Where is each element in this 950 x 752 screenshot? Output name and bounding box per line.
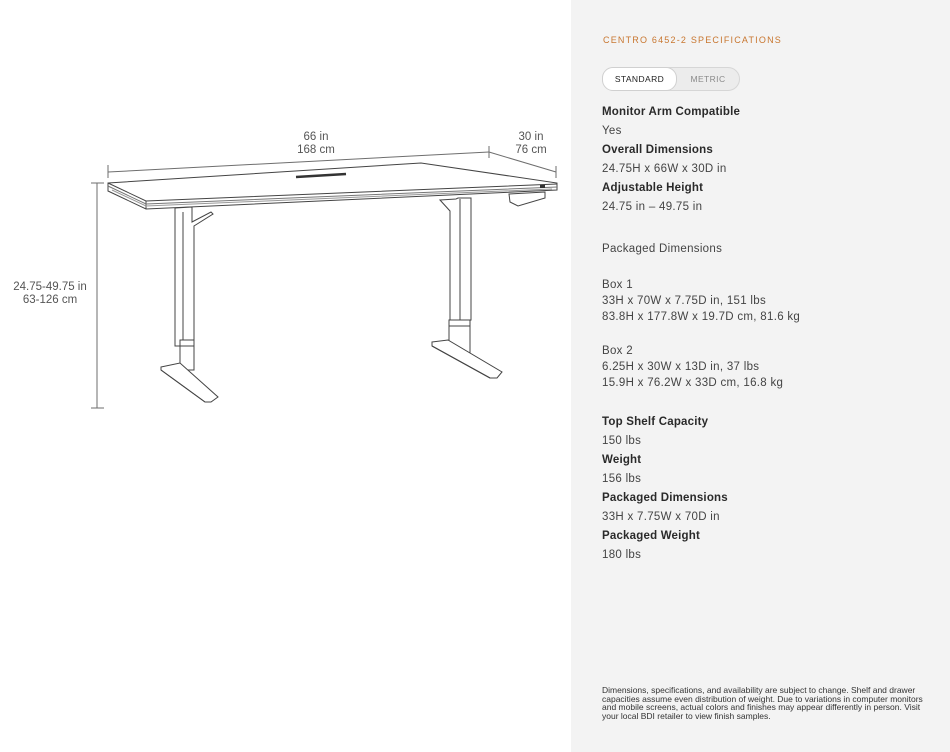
overall-dimensions-value: 24.75H x 66W x 30D in [602,163,727,175]
box-1-label: Box 1 [602,279,633,291]
box-1-imperial: 33H x 70W x 7.75D in, 151 lbs [602,295,767,307]
adjustable-height-value: 24.75 in – 49.75 in [602,201,703,213]
box-2-metric: 15.9H x 76.2W x 33D cm, 16.8 kg [602,377,784,389]
height-cm-text: 63-126 cm [22,294,78,306]
disclaimer-text: Dimensions, specifications, and availability are subject to change. Shelf and drawer capacities assume even distribution of weight. Due to variations in computer monitors and mobile screens, actual colors and finishes may appear differently in person. Visit your local BDI retailer to view finish samples. [602,685,923,722]
packaged-dimensions-label: Packaged Dimensions [602,492,728,504]
specifications-title: CENTRO 6452-2 SPECIFICATIONS [603,35,782,45]
weight-label: Weight [602,454,642,466]
adjustable-height-label: Adjustable Height [602,182,704,194]
specifications-panel [571,0,950,752]
width-in-text: 66 in [303,131,329,143]
box-2-imperial: 6.25H x 30W x 13D in, 37 lbs [602,361,760,373]
width-cm-text: 168 cm [297,144,335,156]
monitor-arm-label: Monitor Arm Compatible [602,106,741,118]
packaged-weight-label: Packaged Weight [602,530,701,542]
box-2-label: Box 2 [602,345,633,357]
overall-dimensions-label: Overall Dimensions [602,144,713,156]
weight-value: 156 lbs [602,473,642,485]
metric-units-button[interactable]: METRIC [690,74,726,84]
depth-dimension-label [506,131,556,157]
spec-list [602,104,932,566]
width-dimension-label [284,131,348,157]
depth-cm-text: 76 cm [515,144,547,156]
top-shelf-capacity-value: 150 lbs [602,435,642,447]
packaged-dimensions-value: 33H x 7.75W x 70D in [602,511,720,523]
packaged-weight-value: 180 lbs [602,549,642,561]
depth-in-text: 30 in [518,131,544,143]
monitor-arm-value: Yes [602,125,622,137]
box-1-metric: 83.8H x 177.8W x 19.7D cm, 81.6 kg [602,311,801,323]
height-dimension-label [4,281,96,307]
units-toggle [602,67,740,91]
height-in-text: 24.75-49.75 in [13,281,87,293]
standard-units-button[interactable]: STANDARD [602,67,677,91]
top-shelf-capacity-label: Top Shelf Capacity [602,416,709,428]
packaged-dimensions-heading: Packaged Dimensions [602,243,723,255]
